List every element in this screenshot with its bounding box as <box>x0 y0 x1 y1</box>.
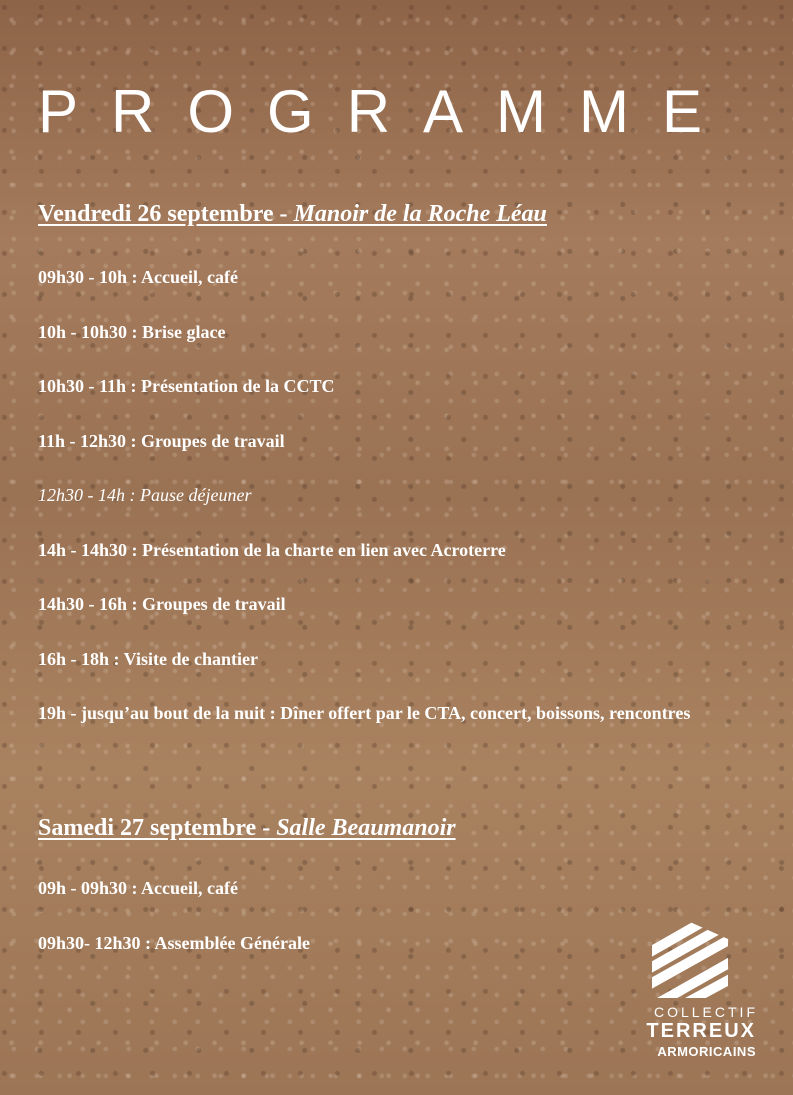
day-heading-friday <box>38 201 547 228</box>
day-label: Samedi 27 septembre - <box>38 815 277 841</box>
day-heading-saturday <box>38 815 456 842</box>
collectif-logo <box>620 922 760 1072</box>
schedule-item: 19h - jusqu’au bout de la nuit : Dîner offert par le CTA, concert, boissons, rencontres <box>38 703 691 723</box>
schedule-item: 11h - 12h30 : Groupes de travail <box>38 431 285 451</box>
schedule-item: 12h30 - 14h : Pause déjeuner <box>38 485 252 505</box>
logo-line-1: COLLECTIF <box>653 1004 758 1020</box>
schedule-item: 09h30- 12h30 : Assemblée Générale <box>38 933 310 953</box>
page-title: PROGRAMME <box>38 78 736 145</box>
schedule-item: 10h - 10h30 : Brise glace <box>38 322 226 342</box>
schedule-item: 10h30 - 11h : Présentation de la CCTC <box>38 376 335 396</box>
schedule-item: 09h - 09h30 : Accueil, café <box>38 878 238 898</box>
logo-line-2: TERREUX <box>646 1020 756 1042</box>
day-venue: Manoir de la Roche Léau <box>293 201 547 227</box>
schedule-item: 16h - 18h : Visite de chantier <box>38 649 258 669</box>
logo-hexagon-icon <box>650 922 730 998</box>
day-label: Vendredi 26 septembre - <box>38 201 294 227</box>
logo-line-3: ARMORICAINS <box>657 1044 756 1059</box>
schedule-item: 09h30 - 10h : Accueil, café <box>38 267 238 287</box>
day-venue: Salle Beaumanoir <box>276 815 456 841</box>
schedule-item: 14h - 14h30 : Présentation de la charte en lien avec Acroterre <box>38 540 506 560</box>
schedule-item: 14h30 - 16h : Groupes de travail <box>38 594 286 614</box>
